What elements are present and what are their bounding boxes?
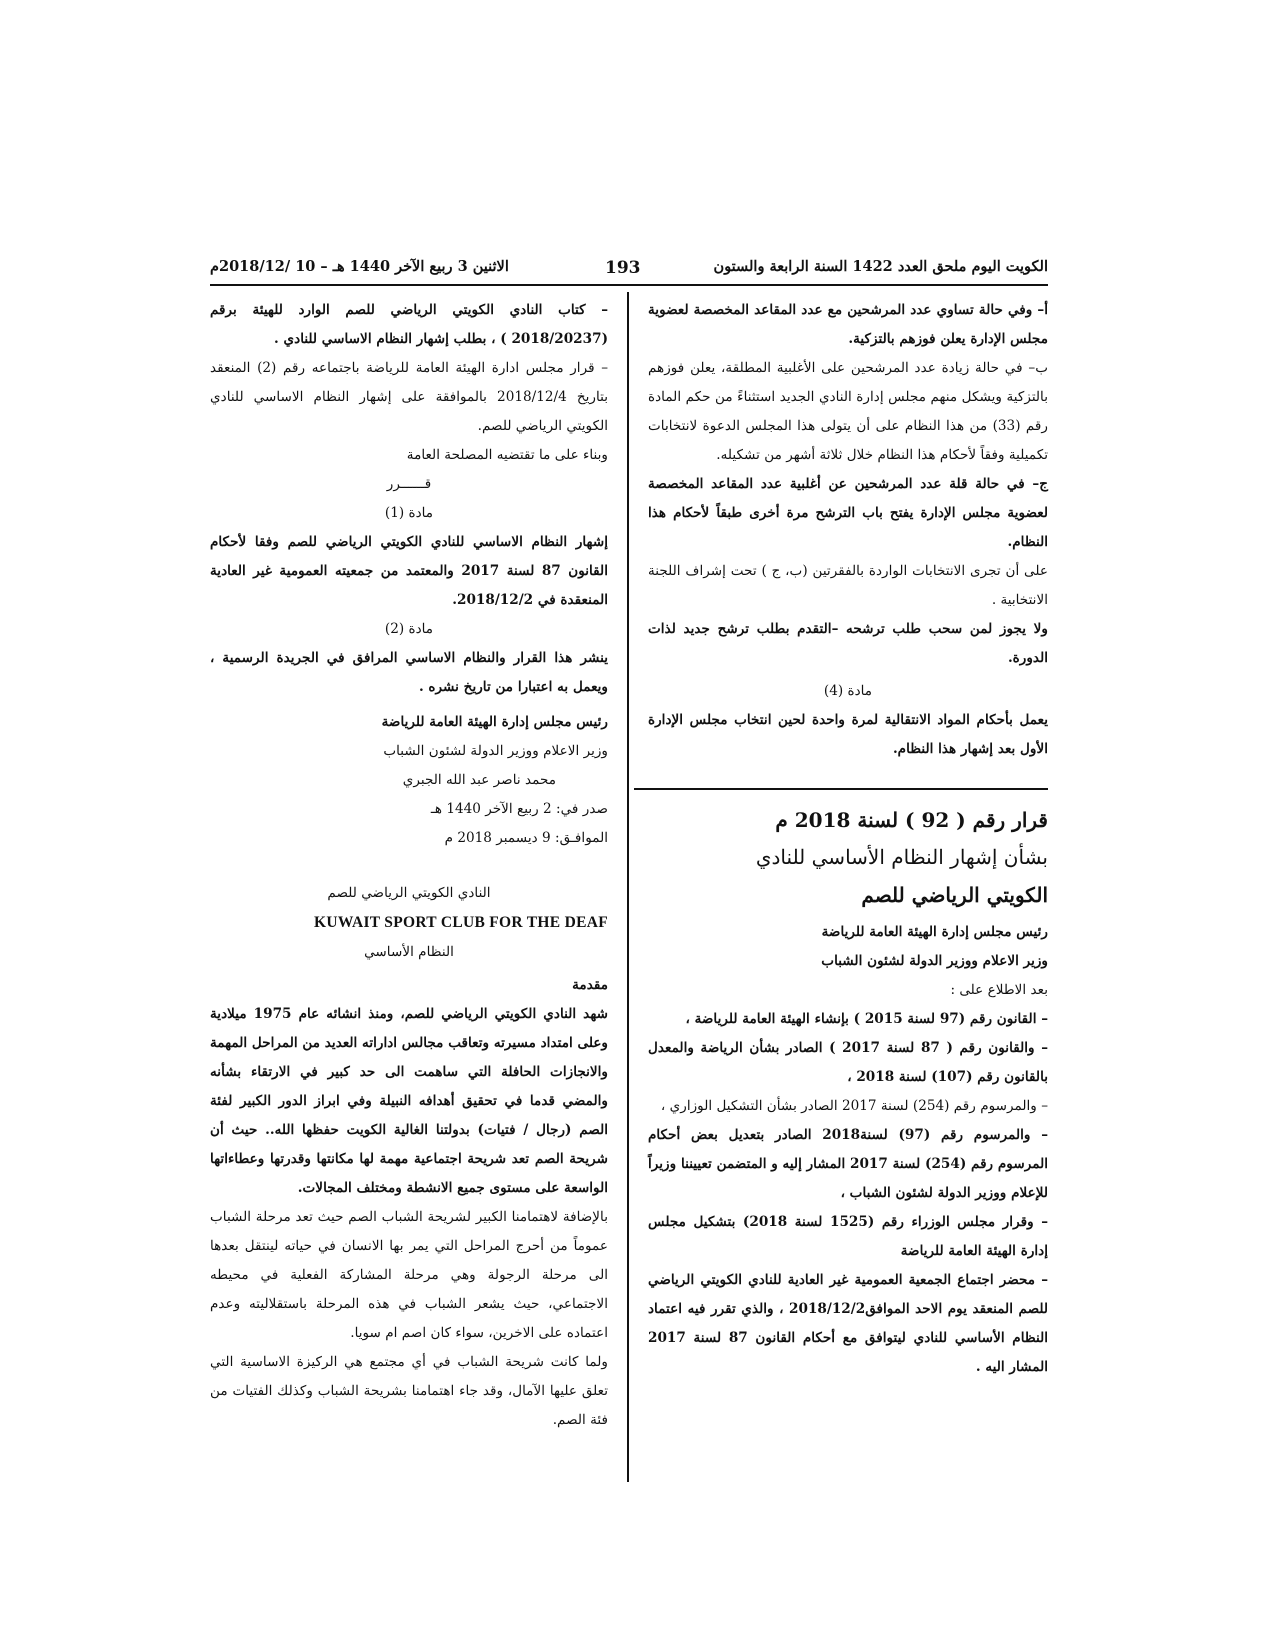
decision-subject-1: بشأن إشهار النظام الأساسي للنادي: [755, 845, 1048, 869]
issued-hijri: صدر في: 2 ربيع الآخر 1440 هـ: [430, 801, 608, 817]
club-name-arabic: النادي الكويتي الرياضي للصم: [327, 885, 491, 901]
signature-title-2: وزير الاعلام ووزير الدولة لشئون الشباب: [383, 743, 608, 759]
decided-heading: قــــــرر: [386, 476, 432, 492]
decision-subject-2: الكويتي الرياضي للصم: [861, 883, 1048, 907]
issuer-line-1: رئيس مجلس إدارة الهيئة العامة للرياضة: [821, 924, 1048, 940]
reference-item: – كتاب النادي الكويتي الرياضي للصم الوارد للهيئة برقم (2018/20237 ) ، بطلب إشهار النظام الاساسي للنادي .: [210, 302, 608, 347]
issue-date: الاثنين 3 ربيع الآخر 1440 هـ – 10 /2018/12م: [210, 258, 509, 275]
reference-item: – قرار مجلس ادارة الهيئة العامة للرياضة باجتماعه رقم (2) المنعقد بتاريخ 2018/12/4 بالموافقة على إشهار النظام الاساسي للنادي الكويتي الرياضي للصم.: [210, 360, 609, 434]
decision-title: قرار رقم ( 92 ) لسنة 2018 م: [775, 808, 1048, 832]
article4-heading: مادة (4): [823, 683, 873, 699]
club-name-english: KUWAIT SPORT CLUB FOR THE DEAF: [314, 914, 608, 931]
left-column: [210, 296, 608, 1435]
page-number: 193: [605, 258, 641, 278]
right-column: [648, 296, 1048, 1382]
article2-heading: مادة (2): [384, 621, 434, 637]
reference-item: – محضر اجتماع الجمعية العمومية غير العادية للنادي الكويتي الرياضي للصم المنعقد يوم الاحد الموافق2018/12/2 ، والذي تقرر فيه اعتماد النظام الأساسي للنادي ليتوافق مع أحكام القانون 87 لسنة 2017 المشار اليه .: [648, 1272, 1049, 1375]
intro-paragraph: بالإضافة لاهتمامنا الكبير لشريحة الشباب الصم حيث تعد مرحلة الشباب عموماً من أحرج المراحل التي يمر بها الانسان في حياته لينتقل بعدها الى مرحلة الرجولة وهي مرحلة المشاركة الفعلية في محيطه الاجتماعي، حيث يشعر الشباب في هذه المرحلة باستقلاليته وعدم اعتماده على الاخرين، سواء كان اصم ام سويا.: [210, 1209, 608, 1341]
intro-paragraph: شهد النادي الكويتي الرياضي للصم، ومنذ انشائه عام 1975 ميلادية وعلى امتداد مسيرته وتعاقب مجالس اداراته العديد من المراحل المهمة والانجازات الحافلة التي ساهمت الى حد كبير في الارتقاء بشأنه والمضي قدما في تحقيق أهدافه النبيلة وفي ابراز الدور الكبير لفئة الصم (رجال / فتيات) بدولتنا الغالية الكويت حفظها الله.. حيث أن شريحة الصم تعد شريحة اجتماعية مهمة لها مكانتها وقدرتها وعطاءاتها الواسعة على مستوى جميع الانشطة ومختلف المجالات.: [210, 1006, 608, 1196]
public-interest: وبناء على ما تقتضيه المصلحة العامة: [406, 447, 608, 463]
article4-text: يعمل بأحكام المواد الانتقالية لمرة واحدة لحين انتخاب مجلس الإدارة الأول بعد إشهار هذا النظام.: [648, 712, 1048, 757]
publication-title: الكويت اليوم ملحق العدد 1422 السنة الرابعة والستون: [713, 258, 1048, 275]
article2-text: ينشر هذا القرار والنظام الاساسي المرافق في الجريدة الرسمية ، ويعمل به اعتبارا من تاريخ نشره .: [210, 650, 608, 695]
article1-text: إشهار النظام الاساسي للنادي الكويتي الرياضي للصم وفقا لأحكام القانون 87 لسنة 2017 والمعتمد من جمعيته العمومية غير العادية المنعقدة في 2018/12/2.: [210, 534, 608, 608]
after-review: بعد الاطلاع على :: [950, 982, 1048, 998]
paragraph-supervision: على أن تجرى الانتخابات الواردة بالفقرتين (ب، ج ) تحت إشراف اللجنة الانتخابية .: [648, 563, 1048, 608]
signature-title-1: رئيس مجلس إدارة الهيئة العامة للرياضة: [381, 714, 608, 730]
article1-heading: مادة (1): [384, 505, 434, 521]
column-divider: [627, 292, 629, 1482]
intro-paragraph: ولما كانت شريحة الشباب في أي مجتمع هي الركيزة الاساسية التي تعلق عليها الآمال، وقد جاء اهتمامنا بشريحة الشباب وكذلك الفتيات من فئة الصم.: [210, 1354, 608, 1428]
paragraph-b: ب– في حالة زيادة عدد المرشحين على الأغلبية المطلقة، يعلن فوزهم بالتزكية ويشكل منهم مجلس إدارة النادي الجديد استثناءً من حكم المادة رقم (33) من هذا النظام على أن يتولى هذا المجلس الدعوة لانتخابات تكميلية وفقاً لأحكام هذا النظام خلال ثلاثة أشهر من تشكيله.: [648, 360, 1048, 463]
paragraph-c: ج– في حالة قلة عدد المرشحين عن أغلبية عدد المقاعد المخصصة لعضوية مجلس الإدارة يفتح باب الترشح مرة أخرى طبقاً لأحكام هذا النظام.: [648, 476, 1048, 550]
section-separator: [634, 788, 1048, 790]
header-rule: [210, 284, 1048, 286]
reference-item: – والقانون رقم ( 87 لسنة 2017 ) الصادر بشأن الرياضة والمعدل بالقانون رقم (107) لسنة 2018 ،: [648, 1040, 1049, 1085]
issued-gregorian: الموافـق: 9 ديسمبر 2018 م: [444, 830, 608, 846]
reference-item: – وقرار مجلس الوزراء رقم (1525 لسنة 2018) بتشكيل مجلس إدارة الهيئة العامة للرياضة: [648, 1214, 1048, 1259]
page-header: [210, 258, 1048, 282]
paragraph-withdrawal: ولا يجوز لمن سحب طلب ترشحه –التقدم بطلب ترشح جديد لذات الدورة.: [648, 621, 1048, 666]
paragraph-a: أ– وفي حالة تساوي عدد المرشحين مع عدد المقاعد المخصصة لعضوية مجلس الإدارة يعلن فوزهم بالتزكية.: [648, 302, 1048, 347]
reference-item: – والمرسوم رقم (254) لسنة 2017 الصادر بشأن التشكيل الوزاري ،: [660, 1098, 1048, 1114]
issuer-line-2: وزير الاعلام ووزير الدولة لشئون الشباب: [821, 953, 1048, 969]
signature-name: محمد ناصر عبد الله الجبري: [402, 772, 556, 788]
reference-item: – القانون رقم (97 لسنة 2015 ) بإنشاء الهيئة العامة للرياضة ،: [685, 1011, 1048, 1027]
reference-item: – والمرسوم رقم (97) لسنة2018 الصادر بتعديل بعض أحكام المرسوم رقم (254) لسنة 2017 المشار إليه و المتضمن تعييننا وزيراً للإعلام ووزير الدولة لشئون الشباب ،: [648, 1127, 1048, 1201]
bylaws-title: النظام الأساسي: [364, 944, 454, 960]
intro-heading: مقدمة: [572, 977, 608, 993]
